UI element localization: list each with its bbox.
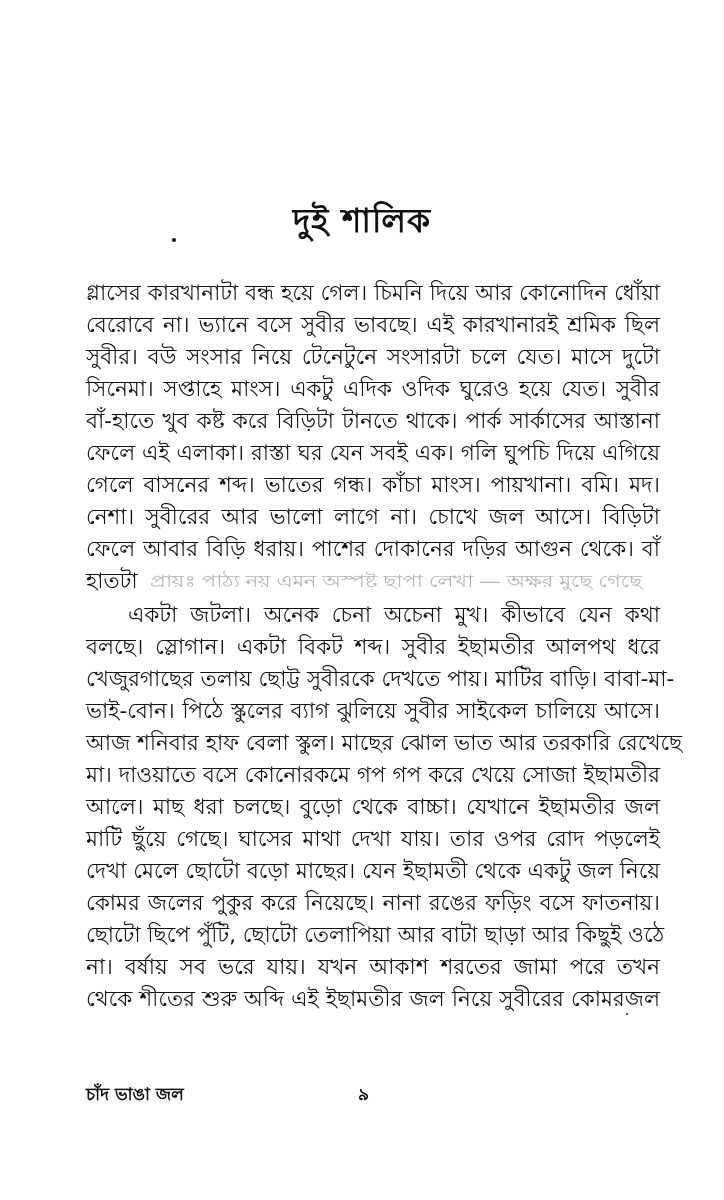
text-line: থেকে শীতের শুরু অব্দি এই ইছামতীর জল নিয়ে সুবীরের কোমরজল <box>86 987 660 1012</box>
text-line: বলছে। স্লোগান। একটা বিকট শব্দ। সুবীর ইছামতীর আলপথ ধরে <box>86 635 660 660</box>
text-line: আলে। মাছ ধরা চলছে। বুড়ো থেকে বাচ্চা। যেখানে ইছামতীর জল <box>86 795 660 820</box>
text-line: ছোটো ছিপে পুঁটি, ছোটো তেলাপিয়া আর বাটা ছাড়া আর কিছুই ওঠে <box>86 923 665 948</box>
text-line: সুবীর। বউ সংসার নিয়ে টেনেটুনে সংসারটা চলে যেত। মাসে দুটো <box>86 345 660 370</box>
text-line: কোমর জলের পুকুর করে নিয়েছে। নানা রঙের ফড়িং বসে ফাতনায়। <box>86 891 660 916</box>
faded-print-text: প্রায়ঃ পাঠ্য নয় এমন অস্পষ্ট ছাপা লেখা — অক্ষর মুছে গেছে <box>150 571 642 592</box>
text-line: সিনেমা। সপ্তাহে মাংস। একটু এদিক ওদিক ঘুরেও হয়ে যেত। সুবীর <box>86 377 660 402</box>
text-line: বাঁ-হাতে খুব কষ্ট করে বিড়িটা টানতে থাকে। পার্ক সার্কাসের আস্তানা <box>86 409 660 434</box>
text-line: ফেলে আবার বিড়ি ধরায়। পাশের দোকানের দড়ির আগুন থেকে। বাঁ <box>86 537 660 562</box>
page-number: ৯ <box>358 1085 370 1105</box>
text-line: গ্লাসের কারখানাটা বন্ধ হয়ে গেল। চিমনি দিয়ে আর কোনোদিন ধোঁয়া <box>86 281 660 306</box>
text-line-start: হাতটা <box>86 569 138 594</box>
text-line: গেলে বাসনের শব্দ। ভাতের গন্ধ। কাঁচা মাংস। পায়খানা। বমি। মদ। <box>86 473 660 498</box>
text-line: খেজুরগাছের তলায় ছোট্ট সুবীরকে দেখতে পায়। মাটির বাড়ি। বাবা-মা- <box>86 667 675 692</box>
text-line: আজ শনিবার হাফ বেলা স্কুল। মাছের ঝোল ভাত আর তরকারি রেখেছে <box>86 731 683 756</box>
print-speck <box>172 238 176 242</box>
paragraph-first-line: একটা জটলা। অনেক চেনা অচেনা মুখ। কীভাবে যেন কথা <box>128 603 660 628</box>
text-line: দেখা মেলে ছোটো বড়ো মাছের। যেন ইছামতী থেকে একটু জল নিয়ে <box>86 859 660 884</box>
text-line: ভাই-বোন। পিঠে স্কুলের ব্যাগ ঝুলিয়ে সুবীর সাইকেল চালিয়ে আসে। <box>86 699 660 724</box>
text-line: মা। দাওয়াতে বসে কোনোরকমে গপ গপ করে খেয়ে সোজা ইছামতীর <box>86 763 660 788</box>
chapter-title: দুই শালিক <box>292 201 432 240</box>
text-line: ফেলে এই এলাকা। রাস্তা ঘর যেন সবই এক। গলি ঘুপচি দিয়ে এগিয়ে <box>86 441 660 466</box>
text-line: না। বর্ষায় সব ভরে যায়। যখন আকাশ শরতের জামা পরে তখন <box>86 955 660 980</box>
running-footer-book-title: চাঁদ ভাঙা জল <box>86 1085 184 1105</box>
text-line: বেরোবে না। ভ্যানে বসে সুবীর ভাবছে। এই কারখানারই শ্রমিক ছিল <box>86 313 660 338</box>
text-line: নেশা। সুবীরের আর ভালো লাগে না। চোখে জল আসে। বিড়িটা <box>86 505 660 530</box>
text-line: মাটি ছুঁয়ে গেছে। ঘাসের মাথা দেখা যায়। তার ওপর রোদ পড়লেই <box>86 827 660 852</box>
